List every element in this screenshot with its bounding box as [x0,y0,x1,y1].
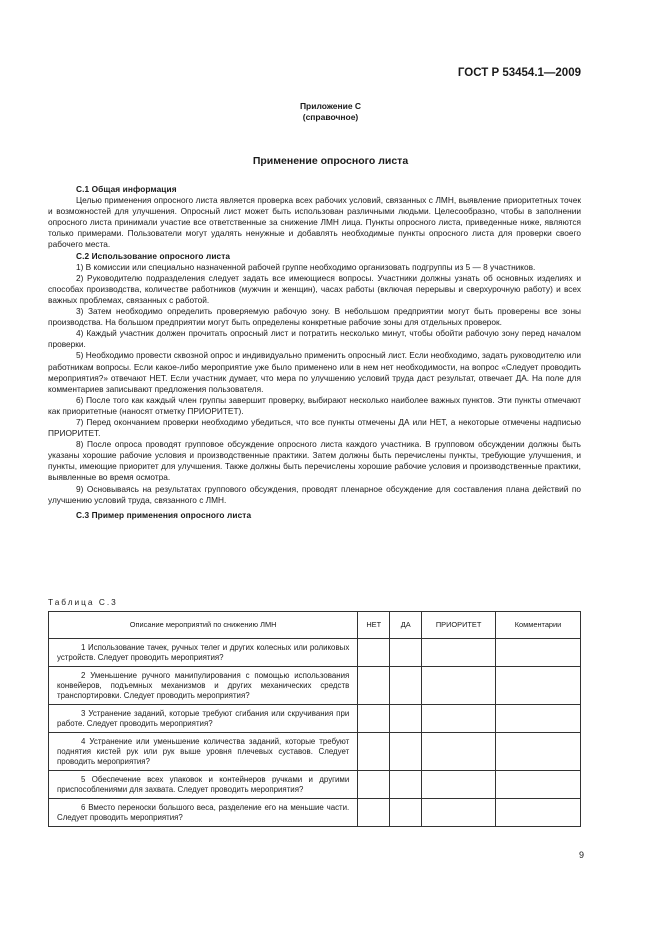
header-yes: ДА [390,612,422,639]
cell-priority[interactable] [422,771,496,799]
section-heading-c2: С.2 Использование опросного листа [76,250,231,261]
table-row [49,705,581,733]
cell-no[interactable] [358,799,390,827]
cell-yes[interactable] [390,799,422,827]
section-paragraph: Целью применения опросного листа является проверка всех рабочих условий, связанных с ЛМН, выявление приоритетных точек и возможностей для улучшения. Опросный лист может быть использован различными людьми. Целесообразно, чтобы в заполнении опросного листа принимали участие все ответственные за снижение ЛМН лица. Пункты опросного листа, приведенные ниже, являются только примерами. Пользователи могут удалять ненужные и добавлять необходимые пункты опросного листа для проверки своего рабочего места. [48,195,581,250]
row-description: 4 Устранение или уменьшение количества заданий, которые требуют поднятия кистей рук или рук выше уровня плечевых суставов. Следует проводить мероприятия? [49,733,358,771]
cell-comments[interactable] [496,733,581,771]
cell-priority[interactable] [422,667,496,705]
cell-no[interactable] [358,771,390,799]
row-description: 2 Уменьшение ручного манипулирования с помощью использования конвейеров, подъемных механизмов и других механических средств транспортировки. Следует проводить мероприятия? [49,667,358,705]
cell-yes[interactable] [390,667,422,705]
section-heading-c3: С.3 Пример применения опросного листа [76,509,252,520]
measures-table [48,611,581,827]
cell-yes[interactable] [390,771,422,799]
header-description: Описание мероприятий по снижению ЛМН [49,612,358,639]
cell-no[interactable] [358,639,390,667]
cell-comments[interactable] [496,771,581,799]
section-paragraph: 4) Каждый участник должен прочитать опросный лист и потратить несколько минут, чтобы обойти рабочую зону перед началом проверки. [48,328,581,350]
header-comments: Комментарии [496,612,581,639]
document-body [48,184,581,521]
section-paragraph: 6) После того как каждый член группы завершит проверку, выбирают несколько наиболее важных пунктов. Эти пункты отмечают как приоритетные (наносят отметку ПРИОРИТЕТ). [48,394,581,416]
section-paragraph: 2) Руководителю подразделения следует задать все имеющиеся вопросы. Участники должны узнать об основных изделиях и способах производства, количестве работников (мужчин и женщин), часах работы (включая перерывы и сверхурочную работу) и всех важных проблемах, связанных с работой. [48,272,581,305]
annex-subtitle: (справочное) [302,112,359,122]
table-row [49,667,581,705]
table-row [49,639,581,667]
section-paragraph: 5) Необходимо провести сквозной опрос и индивидуально применить опросный лист. Если необходимо, задать руководителю или работникам вопросы. Если какое-либо мероприятие уже было применено или в нем нет необходимости, на вопрос «Следует проводить мероприятия?» отвечают НЕТ. Если участник думает, что мера по улучшению условий труда даст результат, отвечает ДА. На поле для комментариев записывают предложения пользователя. [48,350,581,394]
row-description: 6 Вместо переноски большого веса, разделение его на меньшие части. Следует проводить мероприятия? [49,799,358,827]
cell-comments[interactable] [496,705,581,733]
section-paragraph: 7) Перед окончанием проверки необходимо убедиться, что все пункты отмечены ДА или НЕТ, а некоторые отмечены надписью ПРИОРИТЕТ. [48,416,581,439]
section-paragraph: 1) В комиссии или специально назначенной рабочей группе необходимо организовать подгруппы из 5 — 8 участников. [76,261,536,272]
cell-comments[interactable] [496,799,581,827]
section-paragraph: 8) После опроса проводят групповое обсуждение опросного листа каждого участника. В групповом обсуждении должны быть указаны хорошие рабочие условия и производственные практики. Затем должны быть перечислены пункты, требующие улучшения, и пункты, имеющие приоритет для улучшения. Также должны быть перечислены хорошие рабочие условия и производственные практики, выявленные во время осмотра. [48,439,581,483]
cell-comments[interactable] [496,667,581,705]
cell-comments[interactable] [496,639,581,667]
cell-yes[interactable] [390,733,422,771]
cell-priority[interactable] [422,799,496,827]
section-paragraph: 9) Основываясь на результатах группового обсуждения, проводят пленарное обсуждение для составления плана действий по улучшению условий труда, связанного с ЛМН. [48,483,581,505]
table-row [49,799,581,827]
row-description: 5 Обеспечение всех упаковок и контейнеров ручками и другими приспособлениями для захвата. Следует проводить мероприятия? [49,771,358,799]
cell-priority[interactable] [422,639,496,667]
cell-yes[interactable] [390,639,422,667]
document-code: ГОСТ Р 53454.1—2009 [457,67,581,79]
row-description: 1 Использование тачек, ручных телег и других колесных или роликовых устройств. Следует проводить мероприятия? [49,639,358,667]
cell-priority[interactable] [422,733,496,771]
header-priority: ПРИОРИТЕТ [422,612,496,639]
table-row [49,771,581,799]
row-description: 3 Устранение заданий, которые требуют сгибания или скручивания при работе. Следует проводить мероприятия? [49,705,358,733]
section-paragraph: 3) Затем необходимо определить проверяемую рабочую зону. В небольшом предприятии могут быть проверены все зоны производства. На большом предприятии могут быть определены конкретные рабочие зоны для отдельных проверок. [48,306,581,328]
section-heading-c1: С.1 Общая информация [76,184,177,194]
table-header-row [49,612,581,639]
cell-no[interactable] [358,733,390,771]
page-number: 9 [578,850,584,860]
main-title: Применение опросного листа [252,155,409,167]
table-row [49,733,581,771]
cell-no[interactable] [358,705,390,733]
cell-no[interactable] [358,667,390,705]
cell-yes[interactable] [390,705,422,733]
table-caption: Таблица С.3 [48,597,118,607]
header-no: НЕТ [358,612,390,639]
annex-heading [0,101,661,123]
annex-title: Приложение С [299,101,362,111]
cell-priority[interactable] [422,705,496,733]
